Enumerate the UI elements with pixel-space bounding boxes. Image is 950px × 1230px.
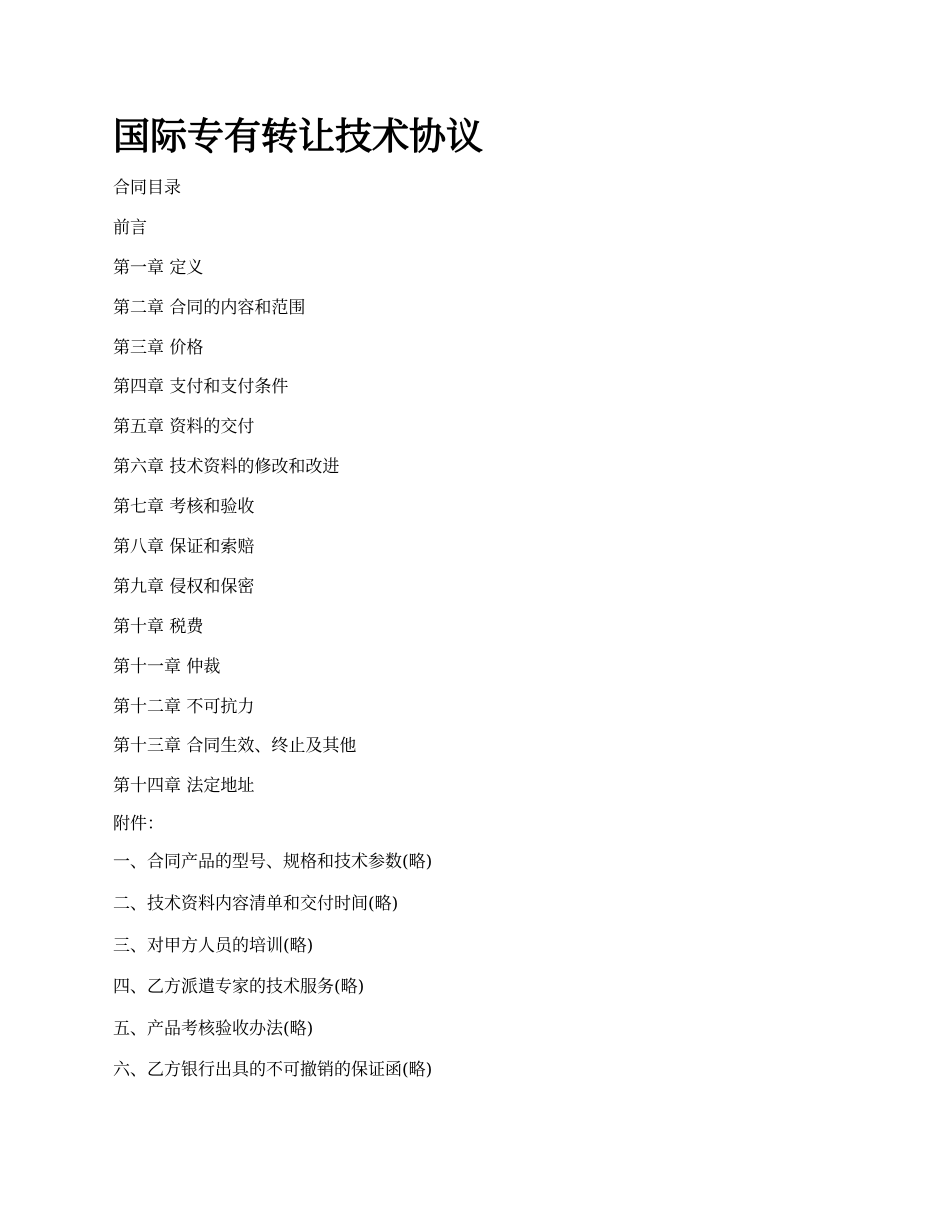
toc-item-chapter-12: 第十二章 不可抗力 (113, 696, 255, 717)
toc-item-chapter-4: 第四章 支付和支付条件 (113, 377, 289, 398)
toc-item-chapter-8: 第八章 保证和索赔 (113, 537, 255, 558)
toc-item-preface: 前言 (113, 217, 147, 238)
toc-item-chapter-13: 第十三章 合同生效、终止及其他 (113, 736, 357, 757)
toc-item-chapter-11: 第十一章 仲裁 (113, 656, 221, 677)
annex-item-6: 六、乙方银行出具的不可撤销的保证函(略) (113, 1060, 433, 1081)
toc-item-chapter-5: 第五章 资料的交付 (113, 417, 255, 438)
toc-item-chapter-2: 第二章 合同的内容和范围 (113, 297, 306, 318)
toc-item-chapter-14: 第十四章 法定地址 (113, 776, 255, 797)
annex-list (113, 850, 853, 1082)
toc-item-chapter-7: 第七章 考核和验收 (113, 497, 255, 518)
annex-heading: 附件： (113, 814, 164, 835)
toc-item-chapter-1: 第一章 定义 (113, 257, 204, 278)
document-page (113, 108, 853, 1100)
toc-item-chapter-9: 第九章 侵权和保密 (113, 576, 255, 597)
toc-item-chapter-3: 第三章 价格 (113, 337, 204, 358)
annex-item-1: 一、合同产品的型号、规格和技术参数(略) (113, 852, 433, 873)
table-of-contents (113, 176, 853, 836)
annex-item-5: 五、产品考核验收办法(略) (113, 1018, 314, 1039)
annex-item-4: 四、乙方派遣专家的技术服务(略) (113, 977, 365, 998)
toc-item-chapter-6: 第六章 技术资料的修改和改进 (113, 457, 340, 478)
toc-item-chapter-10: 第十章 税费 (113, 616, 204, 637)
document-title: 国际专有转让技术协议 (113, 114, 483, 158)
toc-heading: 合同目录 (113, 178, 181, 198)
annex-item-3: 三、对甲方人员的培训(略) (113, 935, 314, 956)
annex-item-2: 二、技术资料内容清单和交付时间(略) (113, 893, 399, 914)
